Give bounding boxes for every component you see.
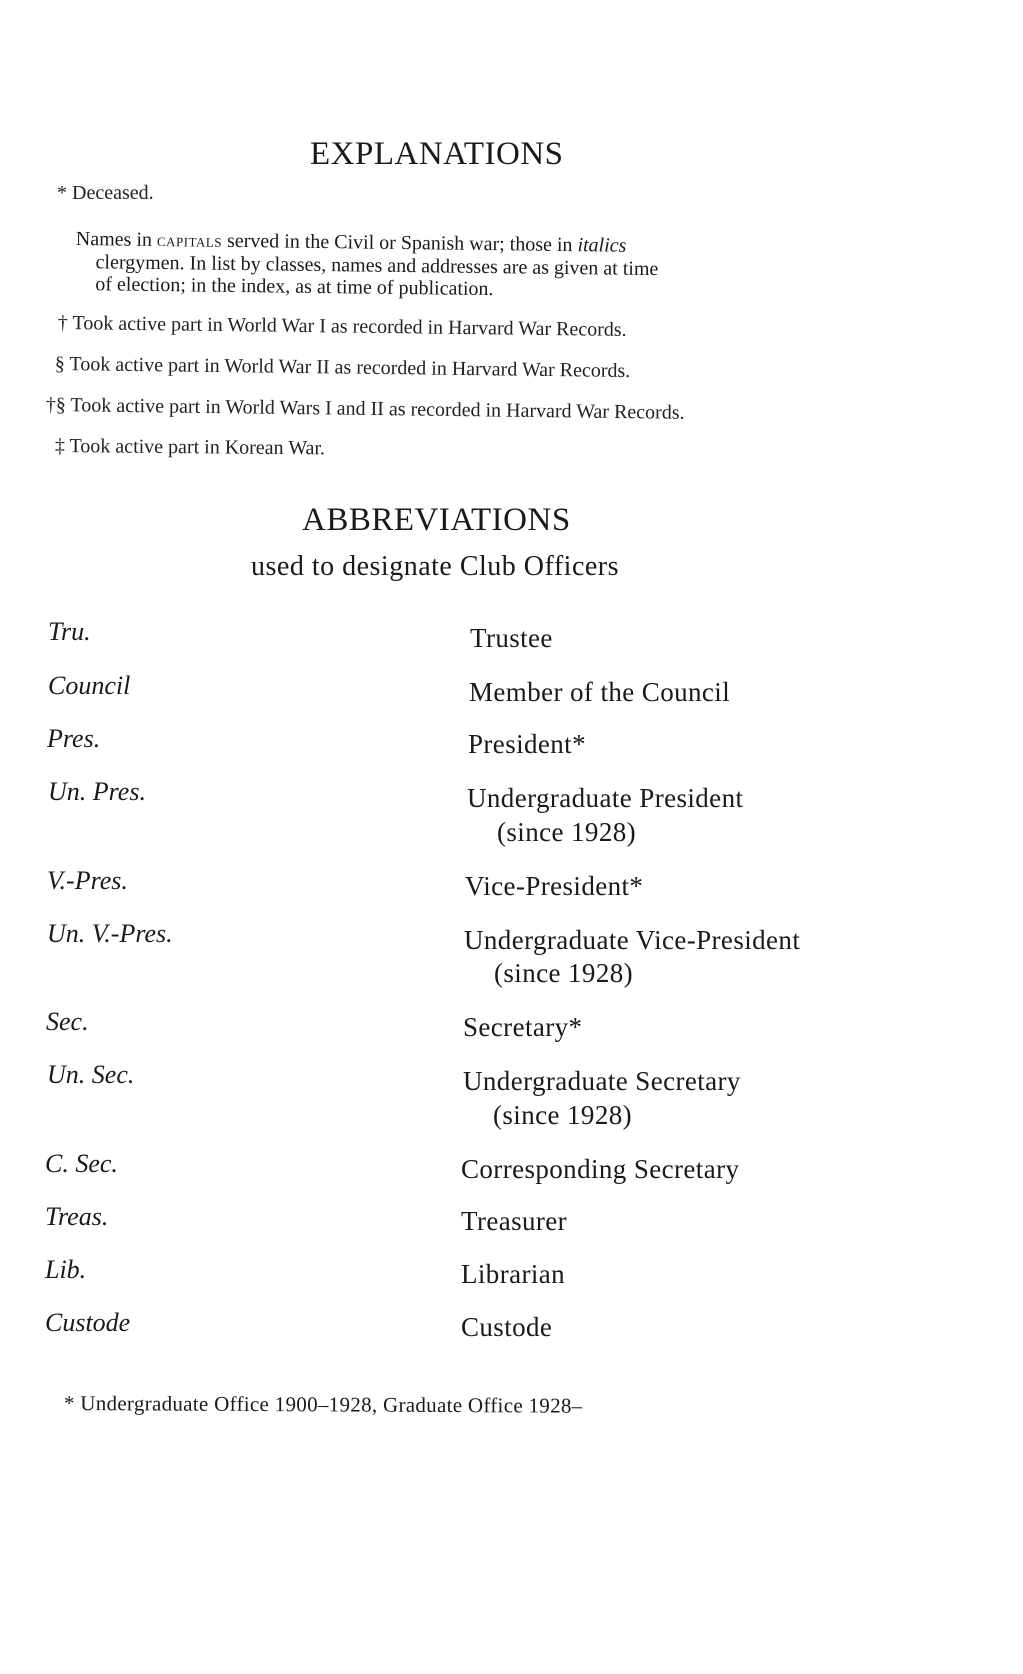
abbr-meaning: Secretary* [463,1012,583,1042]
deceased-note: * Deceased. [57,182,154,204]
dagger-icon: † [57,312,68,335]
abbr-meaning: Vice-President* [465,871,644,901]
abbr-meaning: Member of the Council [469,677,731,707]
abbr-meaning: Treasurer [461,1206,568,1236]
abbr-note: (since 1928) [497,817,637,847]
abbreviations-title: ABBREVIATIONS [302,502,571,538]
abbr-term: Pres. [47,724,101,753]
abbr-note: (since 1928) [494,958,634,988]
explanations-title: EXPLANATIONS [310,136,564,172]
war-mark-row: ‡ Took active part in Korean War. [54,435,326,460]
names-note-line-3: of election; in the index, as at time of publication. [95,273,494,301]
war-mark-row: †§ Took active part in World Wars I and II as recorded in Harvard War Records. [45,394,685,424]
war-mark-row: § Took active part in World War II as recorded in Harvard War Records. [54,353,631,383]
abbr-term: Un. Pres. [48,777,146,806]
abbr-meaning: Trustee [470,623,553,653]
abbr-meaning: Custode [461,1312,553,1342]
abbr-term: Custode [45,1308,131,1337]
double-dagger-icon: ‡ [54,435,65,458]
abbr-note: (since 1928) [493,1100,633,1130]
dagger-section-icon: †§ [45,394,66,417]
abbreviations-subtitle: used to designate Club Officers [251,551,620,582]
abbr-meaning: Corresponding Secretary [461,1154,740,1184]
names-note-line-1: Names in capitals served in the Civil or Spanish war; those in italics [75,228,627,257]
abbr-meaning: Undergraduate President [467,783,744,813]
capitals-word: capitals [156,229,223,252]
abbr-term: Un. V.-Pres. [47,919,173,948]
abbr-meaning: Undergraduate Secretary [463,1066,741,1096]
abbr-term: Lib. [45,1255,87,1284]
abbr-term: Treas. [45,1202,109,1231]
names-note [75,228,659,302]
abbr-term: Tru. [48,617,91,646]
abbr-term: C. Sec. [45,1149,118,1178]
abbr-term: V.-Pres. [47,866,128,895]
abbr-meaning: President* [468,729,586,759]
abbr-meaning: Librarian [461,1259,566,1289]
names-note-line-2: clergymen. In list by classes, names and addresses are as given at time [95,251,659,281]
abbr-meaning: Undergraduate Vice-President [464,925,801,955]
abbreviations-footnote: * Undergraduate Office 1900–1928, Graduate Office 1928– [63,1391,583,1418]
abbr-term: Sec. [46,1007,89,1036]
section-icon: § [54,353,65,376]
abbr-term: Un. Sec. [47,1060,135,1089]
war-mark-row: † Took active part in World War I as recorded in Harvard War Records. [57,312,627,341]
abbr-term: Council [48,671,131,700]
italics-word: italics [577,234,627,257]
